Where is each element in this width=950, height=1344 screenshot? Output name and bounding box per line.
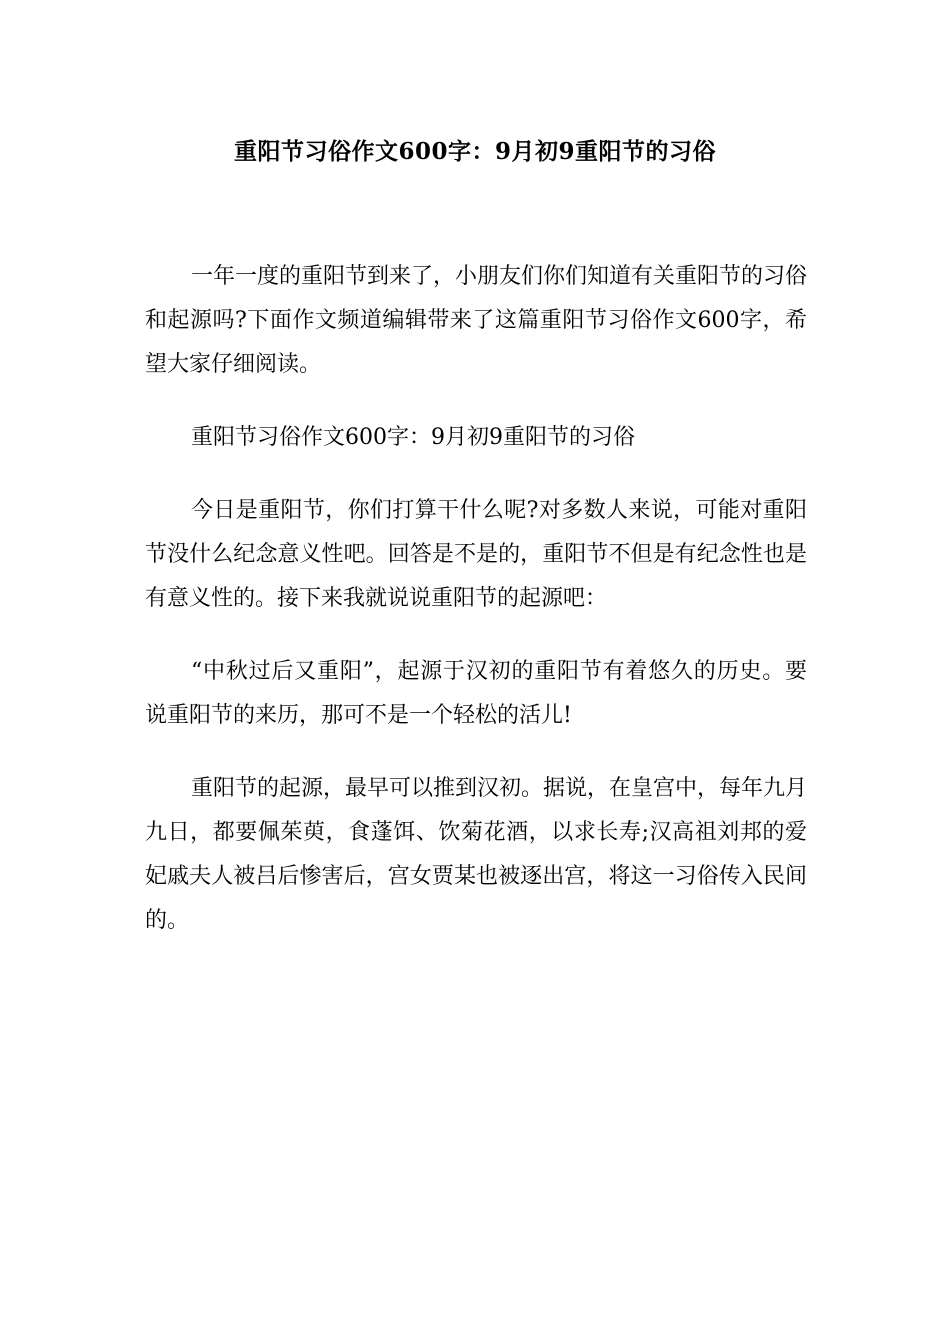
paragraph-history: “中秋过后又重阳”，起源于汉初的重阳节有着悠久的历史。要说重阳节的来历，那可不是一个轻松的活儿! [145, 659, 807, 728]
paragraph-intro: 一年一度的重阳节到来了，小朋友们你们知道有关重阳节的习俗和起源吗?下面作文频道编辑带来了这篇重阳节习俗作文600字，希望大家仔细阅读。 [145, 264, 808, 377]
document-title: 重阳节习俗作文600字：9月初9重阳节的习俗 [233, 138, 717, 165]
paragraph-subtitle: 重阳节习俗作文600字：9月初9重阳节的习俗 [191, 425, 635, 450]
paragraph-origin: 重阳节的起源，最早可以推到汉初。据说，在皇宫中，每年九月九日，都要佩茱萸，食蓬饵、饮菊花酒，以求长寿;汉高祖刘邦的爱妃戚夫人被吕后惨害后，宫女贾某也被逐出宫，将这一习俗传入民间的。 [145, 776, 808, 933]
document-body [145, 255, 807, 972]
paragraph-today: 今日是重阳节，你们打算干什么呢?对多数人来说，可能对重阳节没什么纪念意义性吧。回答是不是的，重阳节不但是有纪念性也是有意义性的。接下来我就说说重阳节的起源吧： [145, 498, 807, 611]
